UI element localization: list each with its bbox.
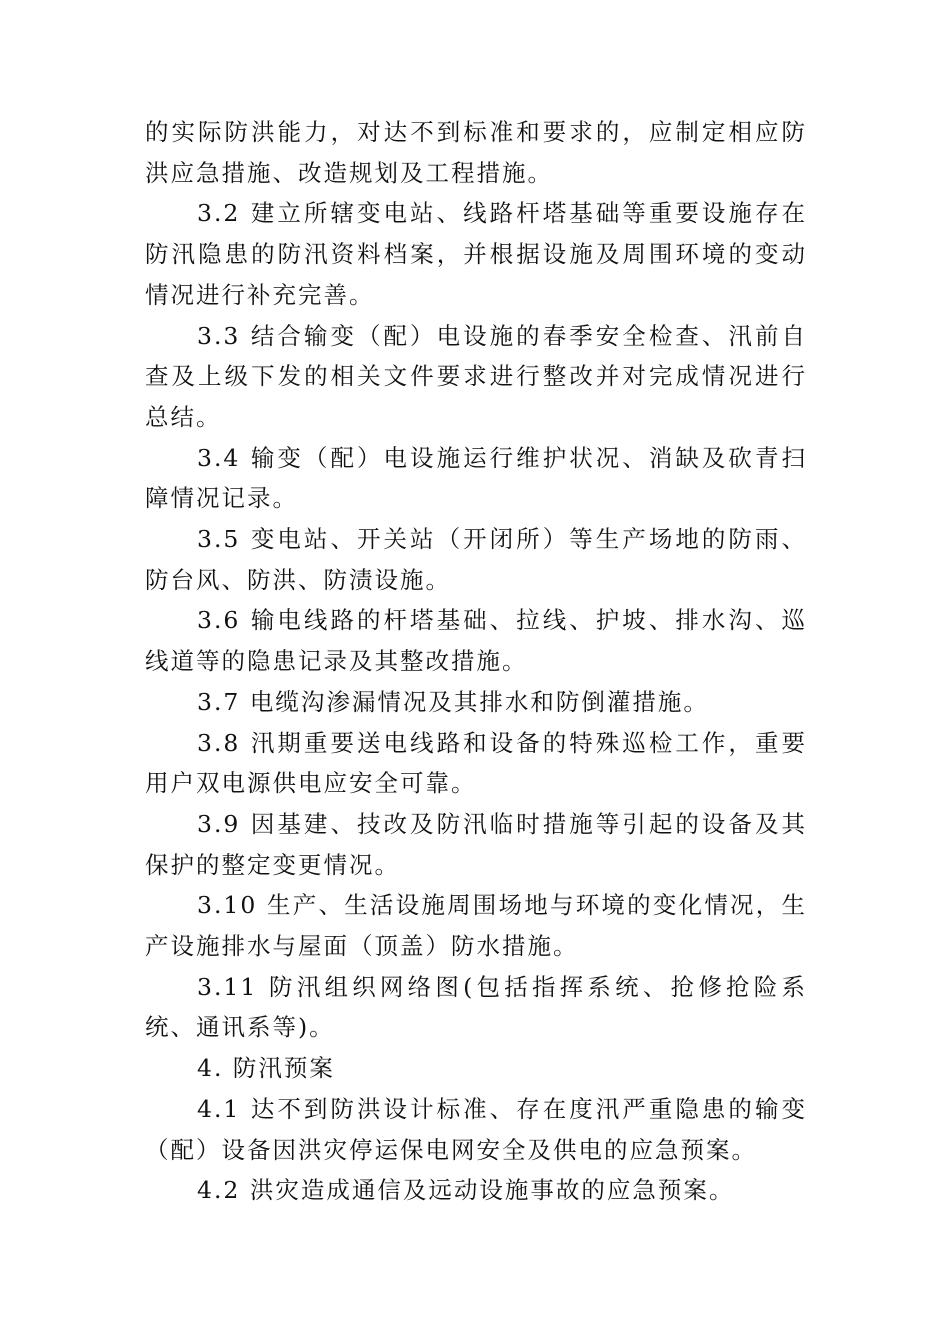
section-heading-4: 4. 防汛预案 xyxy=(197,1054,335,1083)
paragraph-3-8: 3.8 汛期重要送电线路和设备的特殊巡检工作，重要用户双电源供电应安全可靠。 xyxy=(145,728,807,798)
paragraph-3-4: 3.4 输变（配）电设施运行维护状况、消缺及砍青扫障情况记录。 xyxy=(145,443,807,513)
paragraph-3-5: 3.5 变电站、开关站（开闭所）等生产场地的防雨、防台风、防洪、防渍设施。 xyxy=(145,525,807,594)
document-body xyxy=(145,112,807,1211)
paragraph-4-2: 4.2 洪灾造成通信及远动设施事故的应急预案。 xyxy=(197,1176,735,1205)
paragraph-3-10: 3.10 生产、生活设施周围场地与环境的变化情况，生产设施排水与屋面（顶盖）防水措施。 xyxy=(145,891,807,961)
paragraph-3-6: 3.6 输电线路的杆塔基础、拉线、护坡、排水沟、巡线道等的隐患记录及其整改措施。 xyxy=(145,606,807,676)
paragraph-3-7: 3.7 电缆沟渗漏情况及其排水和防倒灌措施。 xyxy=(197,687,709,716)
paragraph-continuation: 的实际防洪能力，对达不到标准和要求的，应制定相应防洪应急措施、改造规划及工程措施。 xyxy=(145,118,807,187)
paragraph-3-11: 3.11 防汛组织网络图(包括指挥系统、抢修抢险系统、通讯系等)。 xyxy=(145,972,807,1042)
paragraph-3-2: 3.2 建立所辖变电站、线路杆塔基础等重要设施存在防汛隐患的防汛资料档案，并根据设施及周围环境的变动情况进行补充完善。 xyxy=(145,199,807,309)
paragraph-3-9: 3.9 因基建、技改及防汛临时措施等引起的设备及其保护的整定变更情况。 xyxy=(145,809,807,879)
paragraph-3-3: 3.3 结合输变（配）电设施的春季安全检查、汛前自查及上级下发的相关文件要求进行整改并对完成情况进行总结。 xyxy=(145,321,807,431)
paragraph-4-1: 4.1 达不到防洪设计标准、存在度汛严重隐患的输变（配）设备因洪灾停运保电网安全及供电的应急预案。 xyxy=(145,1094,807,1164)
